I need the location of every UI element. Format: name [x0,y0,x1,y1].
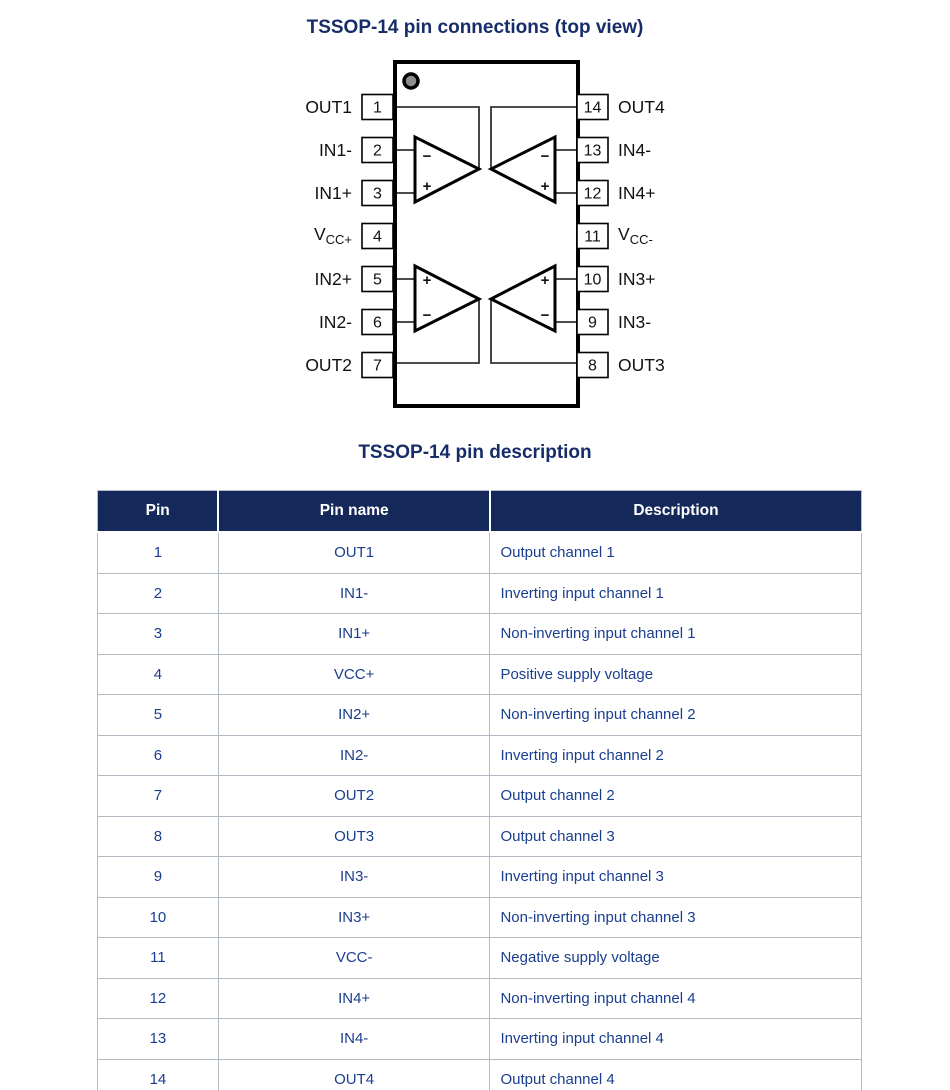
pin-label: IN2+ [314,269,352,289]
description-cell: Non-inverting input channel 1 [490,614,862,655]
description-cell: Inverting input channel 1 [490,573,862,614]
pin-cell: 8 [98,816,219,857]
description-cell: Non-inverting input channel 4 [490,978,862,1019]
description-cell: Negative supply voltage [490,938,862,979]
pin-label: IN4+ [618,183,656,203]
pin-number: 8 [588,357,597,375]
pin-name-cell: IN4+ [218,978,490,1019]
pin-cell: 1 [98,532,219,573]
table-row [98,573,862,614]
pin-label: OUT4 [618,97,665,117]
pin-cell: 5 [98,695,219,736]
table-row [98,816,862,857]
pin-cell: 4 [98,654,219,695]
table-row [98,654,862,695]
pin-cell: 3 [98,614,219,655]
pin-name-cell: OUT3 [218,816,490,857]
pin-number: 6 [373,314,382,332]
opamp3-plus-sign: + [540,272,550,289]
pin-name-cell: IN4- [218,1019,490,1060]
description-cell: Inverting input channel 2 [490,735,862,776]
table-row [98,695,862,736]
pin-name-cell: IN1- [218,573,490,614]
ic-body [395,62,578,406]
table-title: TSSOP-14 pin description [358,442,592,463]
description-cell: Output channel 3 [490,816,862,857]
pin-label: IN1+ [314,183,352,203]
description-cell: Output channel 1 [490,532,862,573]
opamp1-plus-sign: + [422,178,432,195]
pin-cell: 13 [98,1019,219,1060]
description-cell: Inverting input channel 4 [490,1019,862,1060]
table-row [98,1059,862,1090]
pin-cell: 10 [98,897,219,938]
pin-label: IN3+ [618,269,656,289]
pin-label: IN3- [618,312,652,332]
pin-description-table [97,490,862,1090]
pin-label: OUT1 [305,97,352,117]
pin-label: IN2- [318,312,352,332]
header-pin-name: Pin name [218,491,490,533]
table-row [98,938,862,979]
pin-cell: 9 [98,857,219,898]
pin-label: OUT3 [618,355,665,375]
pin-number: 2 [373,142,382,160]
opamp2-minus-sign: − [422,307,432,324]
table-row [98,614,862,655]
table-row [98,1019,862,1060]
pin-number: 12 [583,185,602,203]
pin-cell: 6 [98,735,219,776]
pin-cell: 7 [98,776,219,817]
opamp1-minus-sign: − [422,148,432,165]
pin-label: OUT2 [305,355,352,375]
pin-number: 9 [588,314,597,332]
pin-number: 4 [373,228,382,246]
pin-number: 10 [583,271,602,289]
pin-label: IN1- [318,140,352,160]
pin-name-cell: OUT2 [218,776,490,817]
pin-number: 14 [583,99,602,117]
pin-cell: 2 [98,573,219,614]
description-cell: Non-inverting input channel 3 [490,897,862,938]
table-row [98,978,862,1019]
table-row [98,735,862,776]
pin-label: $V_{CC-}$ [618,224,653,247]
opamp2-plus-sign: + [422,272,432,289]
pin-cell: 11 [98,938,219,979]
pinout-diagram [275,49,675,419]
header-description: Description [490,491,862,533]
pin-name-cell: IN3- [218,857,490,898]
table-row [98,857,862,898]
description-cell: Inverting input channel 3 [490,857,862,898]
description-cell: Non-inverting input channel 2 [490,695,862,736]
opamp4-plus-sign: + [540,178,550,195]
pin-number: 13 [583,142,602,160]
diagram-title: TSSOP-14 pin connections (top view) [306,17,644,38]
pin-name-cell: VCC+ [218,654,490,695]
pin-number: 7 [373,357,382,375]
pin-label: $V_{CC+}$ [313,224,352,247]
pin-name-cell: VCC- [218,938,490,979]
pin1-marker-icon [404,74,418,88]
pin-name-cell: IN1+ [218,614,490,655]
opamp4-minus-sign: − [540,148,550,165]
table-row [98,897,862,938]
pin-label: IN4- [618,140,652,160]
table-row [98,532,862,573]
pin-number: 1 [373,99,382,117]
pin-name-cell: IN2+ [218,695,490,736]
description-cell: Positive supply voltage [490,654,862,695]
pin-name-cell: OUT4 [218,1059,490,1090]
description-cell: Output channel 2 [490,776,862,817]
pin-name-cell: IN2- [218,735,490,776]
table-header-row [98,491,862,533]
pin-number: 5 [373,271,382,289]
pin-number: 11 [584,228,601,246]
pin-name-cell: OUT1 [218,532,490,573]
pin-number: 3 [373,185,382,203]
pin-cell: 12 [98,978,219,1019]
opamp3-minus-sign: − [540,307,550,324]
pin-cell: 14 [98,1059,219,1090]
description-cell: Output channel 4 [490,1059,862,1090]
table-row [98,776,862,817]
pin-name-cell: IN3+ [218,897,490,938]
header-pin: Pin [98,491,219,533]
